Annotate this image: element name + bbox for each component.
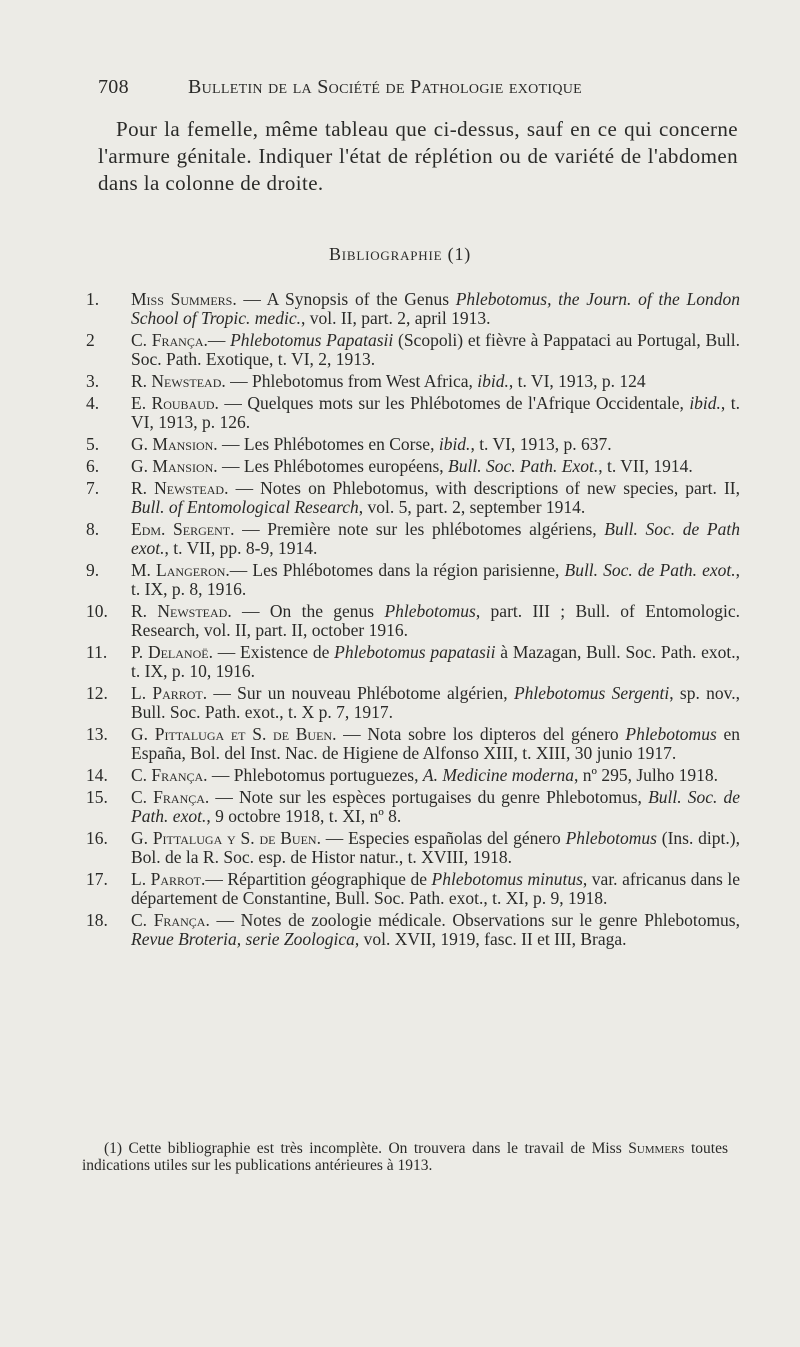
footnote-name: Summers: [628, 1140, 685, 1157]
reference-author: C. França.: [131, 765, 208, 785]
reference-text: [131, 602, 740, 640]
reference-number: 2: [86, 330, 95, 350]
reference-item: [86, 911, 740, 949]
reference-pre: — Especies españolas del género: [320, 828, 566, 848]
reference-pre: — A Synopsis of the Genus: [236, 289, 456, 309]
reference-number: 11.: [86, 642, 108, 662]
reference-post: (Ins. dipt.), Bol. de la R. Soc. esp. de Histor natur., t. XVIII, 1918.: [131, 828, 740, 867]
reference-work: Phlebotomus: [625, 724, 717, 744]
reference-post: , t. IX, p. 8, 1916.: [131, 560, 740, 599]
reference-text: [131, 870, 740, 908]
reference-pre: —: [207, 330, 231, 350]
reference-author: G. Mansion.: [131, 434, 218, 454]
reference-author: Miss Summers.: [131, 289, 237, 309]
reference-post: à Mazagan, Bull. Soc. Path. exot., t. IX, p. 10, 1916.: [131, 642, 741, 681]
reference-post: , vol. II, part. 2, april 1913.: [300, 308, 491, 328]
reference-item: [86, 520, 740, 558]
reference-text: [131, 520, 740, 558]
reference-author: C. França.: [131, 330, 208, 350]
reference-post: , 9 octobre 1918, t. XI, nº 8.: [206, 806, 402, 826]
reference-pre: — Notes on Phlebotomus, with descriptions of new species, part. II,: [228, 478, 740, 498]
reference-post: , t. VI, 1913, p. 126.: [131, 393, 740, 432]
reference-pre: — Phlebotomus portuguezes,: [207, 765, 423, 785]
reference-author: P. Delanoë.: [131, 642, 213, 662]
journal-title: Bulletin de la Société de Pathologie exotique: [188, 76, 583, 98]
intro-paragraph: Pour la femelle, même tableau que ci-dessus, sauf en ce qui concerne l'armure génitale. Indiquer l'état de réplétion ou de variété de l'abdomen dans la colonne de droite.: [98, 117, 738, 195]
reference-author: Edm. Sergent.: [131, 519, 235, 539]
reference-text: [131, 290, 740, 328]
reference-post: , t. VI, 1913, p. 124: [508, 371, 646, 391]
reference-author: G. Pittaluga y S. de Buen.: [131, 828, 321, 848]
reference-number: 16.: [86, 828, 108, 848]
reference-post: , vol. XVII, 1919, fasc. II et III, Braga.: [354, 929, 627, 949]
reference-item: [86, 725, 740, 763]
footnote-text-after: toutes indications utiles sur les publications antérieures à 1913.: [82, 1140, 728, 1174]
reference-text: [131, 479, 740, 517]
reference-pre: — Les Phlébotomes européens,: [217, 456, 449, 476]
reference-post: , part. III ; Bull. of Entomologic. Research, vol. II, part. II, october 1916.: [131, 601, 740, 640]
reference-number: 8.: [86, 519, 100, 539]
reference-post: en España, Bol. del Inst. Nac. de Higiene de Alfonso XIII, t. XIII, 30 junio 1917.: [131, 724, 740, 763]
reference-item: [86, 829, 740, 867]
reference-pre: — Première note sur les phlébotomes algériens,: [234, 519, 605, 539]
bibliography-heading: Bibliographie (1): [328, 244, 472, 264]
reference-text: [131, 331, 740, 369]
reference-list: [86, 290, 740, 952]
reference-number: 3.: [86, 371, 100, 391]
reference-text: [131, 435, 740, 454]
reference-work: Phlebotomus minutus: [431, 869, 583, 889]
footnote: [82, 1140, 728, 1174]
reference-text: [131, 372, 740, 391]
reference-item: [86, 561, 740, 599]
reference-work: ibid.: [438, 434, 471, 454]
running-header: [98, 76, 658, 99]
reference-pre: — On the genus: [231, 601, 385, 621]
reference-post: , t. VI, 1913, p. 637.: [470, 434, 612, 454]
reference-text: [131, 788, 740, 826]
reference-author: L. Parrot.: [131, 683, 208, 703]
reference-number: 5.: [86, 434, 100, 454]
reference-item: [86, 684, 740, 722]
reference-work: ibid.: [689, 393, 721, 413]
reference-author: R. Newstead.: [131, 601, 232, 621]
reference-work: Bull. of Entomological Research: [131, 497, 359, 517]
footnote-text-before: (1) Cette bibliographie est très incomplète. On trouvera dans le travail de Miss: [104, 1140, 629, 1157]
reference-post: , t. VII, pp. 8-9, 1914.: [164, 538, 318, 558]
reference-pre: — Note sur les espèces portugaises du genre Phlebotomus,: [209, 787, 649, 807]
reference-author: G. Pittaluga et S. de Buen.: [131, 724, 337, 744]
reference-number: 10.: [86, 601, 108, 621]
reference-text: [131, 911, 740, 949]
reference-text: [131, 684, 740, 722]
reference-number: 7.: [86, 478, 100, 498]
reference-work: Phlebotomus papatasii: [334, 642, 496, 662]
reference-work: Phlebotomus, the Journ. of the London School of Tropic. medic.: [131, 289, 740, 328]
reference-work: Bull. Soc. Path. Exot.: [448, 456, 599, 476]
reference-work: Phlebotomus: [565, 828, 657, 848]
reference-post: , t. VII, 1914.: [598, 456, 693, 476]
reference-text: [131, 457, 740, 476]
reference-work: Phlebotomus: [384, 601, 476, 621]
reference-item: [86, 643, 740, 681]
reference-pre: — Les Phlébotomes dans la région parisienne,: [229, 560, 565, 580]
reference-number: 17.: [86, 869, 108, 889]
reference-item: [86, 479, 740, 517]
reference-work: Phlebotomus Papatasii: [230, 330, 394, 350]
reference-item: [86, 372, 740, 391]
reference-pre: — Existence de: [212, 642, 335, 662]
reference-number: 6.: [86, 456, 100, 476]
reference-work: Bull. Soc. de Path exot.: [131, 519, 740, 558]
reference-author: R. Newstead.: [131, 478, 229, 498]
reference-number: 9.: [86, 560, 100, 580]
reference-text: [131, 394, 740, 432]
reference-work: Revue Broteria, serie Zoologica: [131, 929, 355, 949]
reference-post: , nº 295, Julho 1918.: [574, 765, 718, 785]
reference-pre: — Sur un nouveau Phlébotome algérien,: [207, 683, 514, 703]
reference-author: G. Mansion.: [131, 456, 218, 476]
reference-pre: — Répartition géographique de: [205, 869, 432, 889]
reference-number: 1.: [86, 289, 100, 309]
reference-post: , vol. 5, part. 2, september 1914.: [358, 497, 586, 517]
reference-item: [86, 435, 740, 454]
reference-text: [131, 829, 740, 867]
reference-text: [131, 766, 740, 785]
reference-author: L. Parrot.: [131, 869, 206, 889]
reference-pre: — Quelques mots sur les Phlébotomes de l'Afrique Occidentale,: [218, 393, 690, 413]
reference-pre: — Les Phlébotomes en Corse,: [217, 434, 439, 454]
reference-number: 12.: [86, 683, 108, 703]
reference-author: M. Langeron.: [131, 560, 230, 580]
reference-number: 15.: [86, 787, 108, 807]
reference-work: Bull. Soc. de Path. exot.: [131, 787, 740, 826]
reference-item: [86, 331, 740, 369]
reference-number: 14.: [86, 765, 108, 785]
reference-item: [86, 394, 740, 432]
reference-pre: — Phlebotomus from West Africa,: [225, 371, 478, 391]
reference-text: [131, 561, 740, 599]
reference-work: Phlebotomus Sergenti: [513, 683, 670, 703]
reference-number: 13.: [86, 724, 108, 744]
reference-item: [86, 766, 740, 785]
reference-item: [86, 788, 740, 826]
reference-pre: — Notes de zoologie médicale. Observations sur le genre Phlebotomus,: [209, 910, 740, 930]
reference-pre: — Nota sobre los dipteros del género: [336, 724, 626, 744]
reference-author: C. França.: [131, 787, 210, 807]
reference-post: , sp. nov., Bull. Soc. Path. exot., t. X p. 7, 1917.: [131, 683, 740, 722]
reference-item: [86, 290, 740, 328]
reference-number: 18.: [86, 910, 108, 930]
reference-work: A. Medicine moderna: [422, 765, 575, 785]
reference-author: C. França.: [131, 910, 210, 930]
page-number: 708: [98, 76, 129, 98]
reference-number: 4.: [86, 393, 100, 413]
reference-item: [86, 870, 740, 908]
reference-post: , var. africanus dans le département de Constantine, Bull. Soc. Path. exot., t. XI, p. 9, 1918.: [131, 869, 741, 908]
reference-item: [86, 602, 740, 640]
reference-text: [131, 643, 740, 681]
reference-author: R. Newstead.: [131, 371, 226, 391]
reference-work: ibid.: [477, 371, 509, 391]
reference-author: E. Roubaud.: [131, 393, 219, 413]
reference-post: (Scopoli) et fièvre à Pappataci au Portugal, Bull. Soc. Path. Exotique, t. VI, 2, 1913.: [131, 330, 741, 369]
reference-work: Bull. Soc. de Path. exot.: [564, 560, 736, 580]
reference-text: [131, 725, 740, 763]
reference-item: [86, 457, 740, 476]
